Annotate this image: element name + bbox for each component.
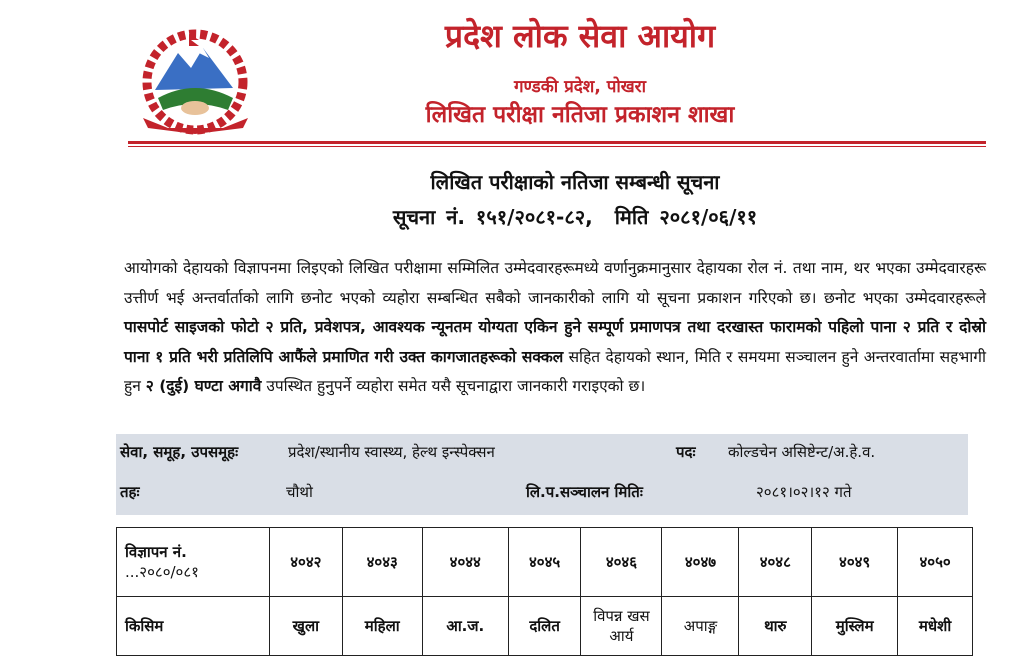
body-text: आयोगको देहायको विज्ञापनमा लिइएको लिखित परीक्षामा सम्मिलित उम्मेदवारहरूमध्ये वर्णानुक्रमानुसार देहायका रोल नं. तथा नाम, थर भएका उम्मेदवारहरू उत्तीर्ण भई अन्तर्वार्ताको लागि छनोट भएको व्यहोरा सम्बन्धित सबैको जानकारीको लागि यो सूचना प्रकाशन गरिएको छ। छनोट भएका उम्मेदवारहरूले <box>124 259 986 307</box>
level-value: चौथो <box>286 483 313 501</box>
type-cell: खुला <box>270 597 343 656</box>
adv-header-year: ...२०८०/०८१ <box>125 563 199 581</box>
header-divider <box>128 141 986 144</box>
adv-number-cell: ४०५० <box>898 528 973 597</box>
notice-date: मिति २०८१/०६/११ <box>614 205 758 229</box>
adv-header-cell <box>117 528 270 597</box>
post-value: कोल्डचेन असिष्टेन्ट/अ.हे.व. <box>728 443 876 461</box>
body-text: उपस्थित हुनुपर्ने व्यहोरा समेत यसै सूचनाद्वारा जानकारी गराइएको छ। <box>261 377 646 395</box>
adv-number-cell: ४०४८ <box>739 528 812 597</box>
exam-date-label: लि.प.सञ्चालन मितिः <box>526 483 643 501</box>
notice-body <box>124 254 986 402</box>
service-label: सेवा, समूह, उपसमूहः <box>120 443 239 461</box>
type-cell: महिला <box>342 597 422 656</box>
level-label: तहः <box>120 483 140 501</box>
adv-number-cell: ४०४४ <box>422 528 508 597</box>
body-text: सहित देहायको स्थान, मिति र समयमा सञ्चालन हुने अन्तरवार्तामा सहभागी हुन <box>124 347 986 395</box>
header-divider-thin <box>128 146 986 147</box>
type-cell: दलित <box>508 597 581 656</box>
adv-header-label: विज्ञापन नं. <box>125 543 187 561</box>
type-cell: आ.ज. <box>422 597 508 656</box>
type-cell: अपाङ्ग <box>662 597 739 656</box>
adv-number-cell: ४०४२ <box>270 528 343 597</box>
type-header-cell: किसिम <box>117 597 270 656</box>
notice-title: लिखित परीक्षाको नतिजा सम्बन्धी सूचना <box>430 170 720 194</box>
post-label: पदः <box>676 443 696 461</box>
government-emblem-logo <box>133 28 258 136</box>
type-cell: विपन्न खस आर्य <box>581 597 662 656</box>
commission-title: प्रदेश लोक सेवा आयोग <box>444 17 716 55</box>
body-bold-requirements: पासपोर्ट साइजको फोटो २ प्रति, प्रवेशपत्र, आवश्यक न्यूनतम योग्यता एकिन हुने सम्पूर्ण प्रमाणपत्र तथा दरखास्त फारामको पहिलो पाना २ प्रति र दोस्रो पाना १ प्रति भरी प्रतिलिपि आफैंले प्रमाणित गरी उक्त कागजातहरूको सक्कल <box>124 318 986 366</box>
adv-number-cell: ४०४९ <box>812 528 898 597</box>
table-row-types <box>117 597 973 656</box>
notice-number-line <box>200 203 950 230</box>
advertisement-table <box>116 527 973 656</box>
branch-name: लिखित परीक्षा नतिजा प्रकाशन शाखा <box>425 102 735 128</box>
notice-number: सूचना नं. १५१/२०८१-८२, <box>392 205 593 229</box>
exam-date-value: २०८१।०२।१२ गते <box>756 483 852 501</box>
body-bold-time: २ (दुई) घण्टा अगावै <box>145 377 262 395</box>
service-value: प्रदेश/स्थानीय स्वास्थ्य, हेल्थ इन्स्पेक्सन <box>288 443 495 461</box>
table-row-adv-numbers <box>117 528 973 597</box>
province-subtitle: गण्डकी प्रदेश, पोखरा <box>513 77 647 97</box>
type-cell: थारु <box>739 597 812 656</box>
type-cell: मुस्लिम <box>812 597 898 656</box>
adv-number-cell: ४०४६ <box>581 528 662 597</box>
type-cell: मधेशी <box>898 597 973 656</box>
exam-info-box <box>116 434 968 515</box>
adv-number-cell: ४०४७ <box>662 528 739 597</box>
adv-number-cell: ४०४५ <box>508 528 581 597</box>
adv-number-cell: ४०४३ <box>342 528 422 597</box>
